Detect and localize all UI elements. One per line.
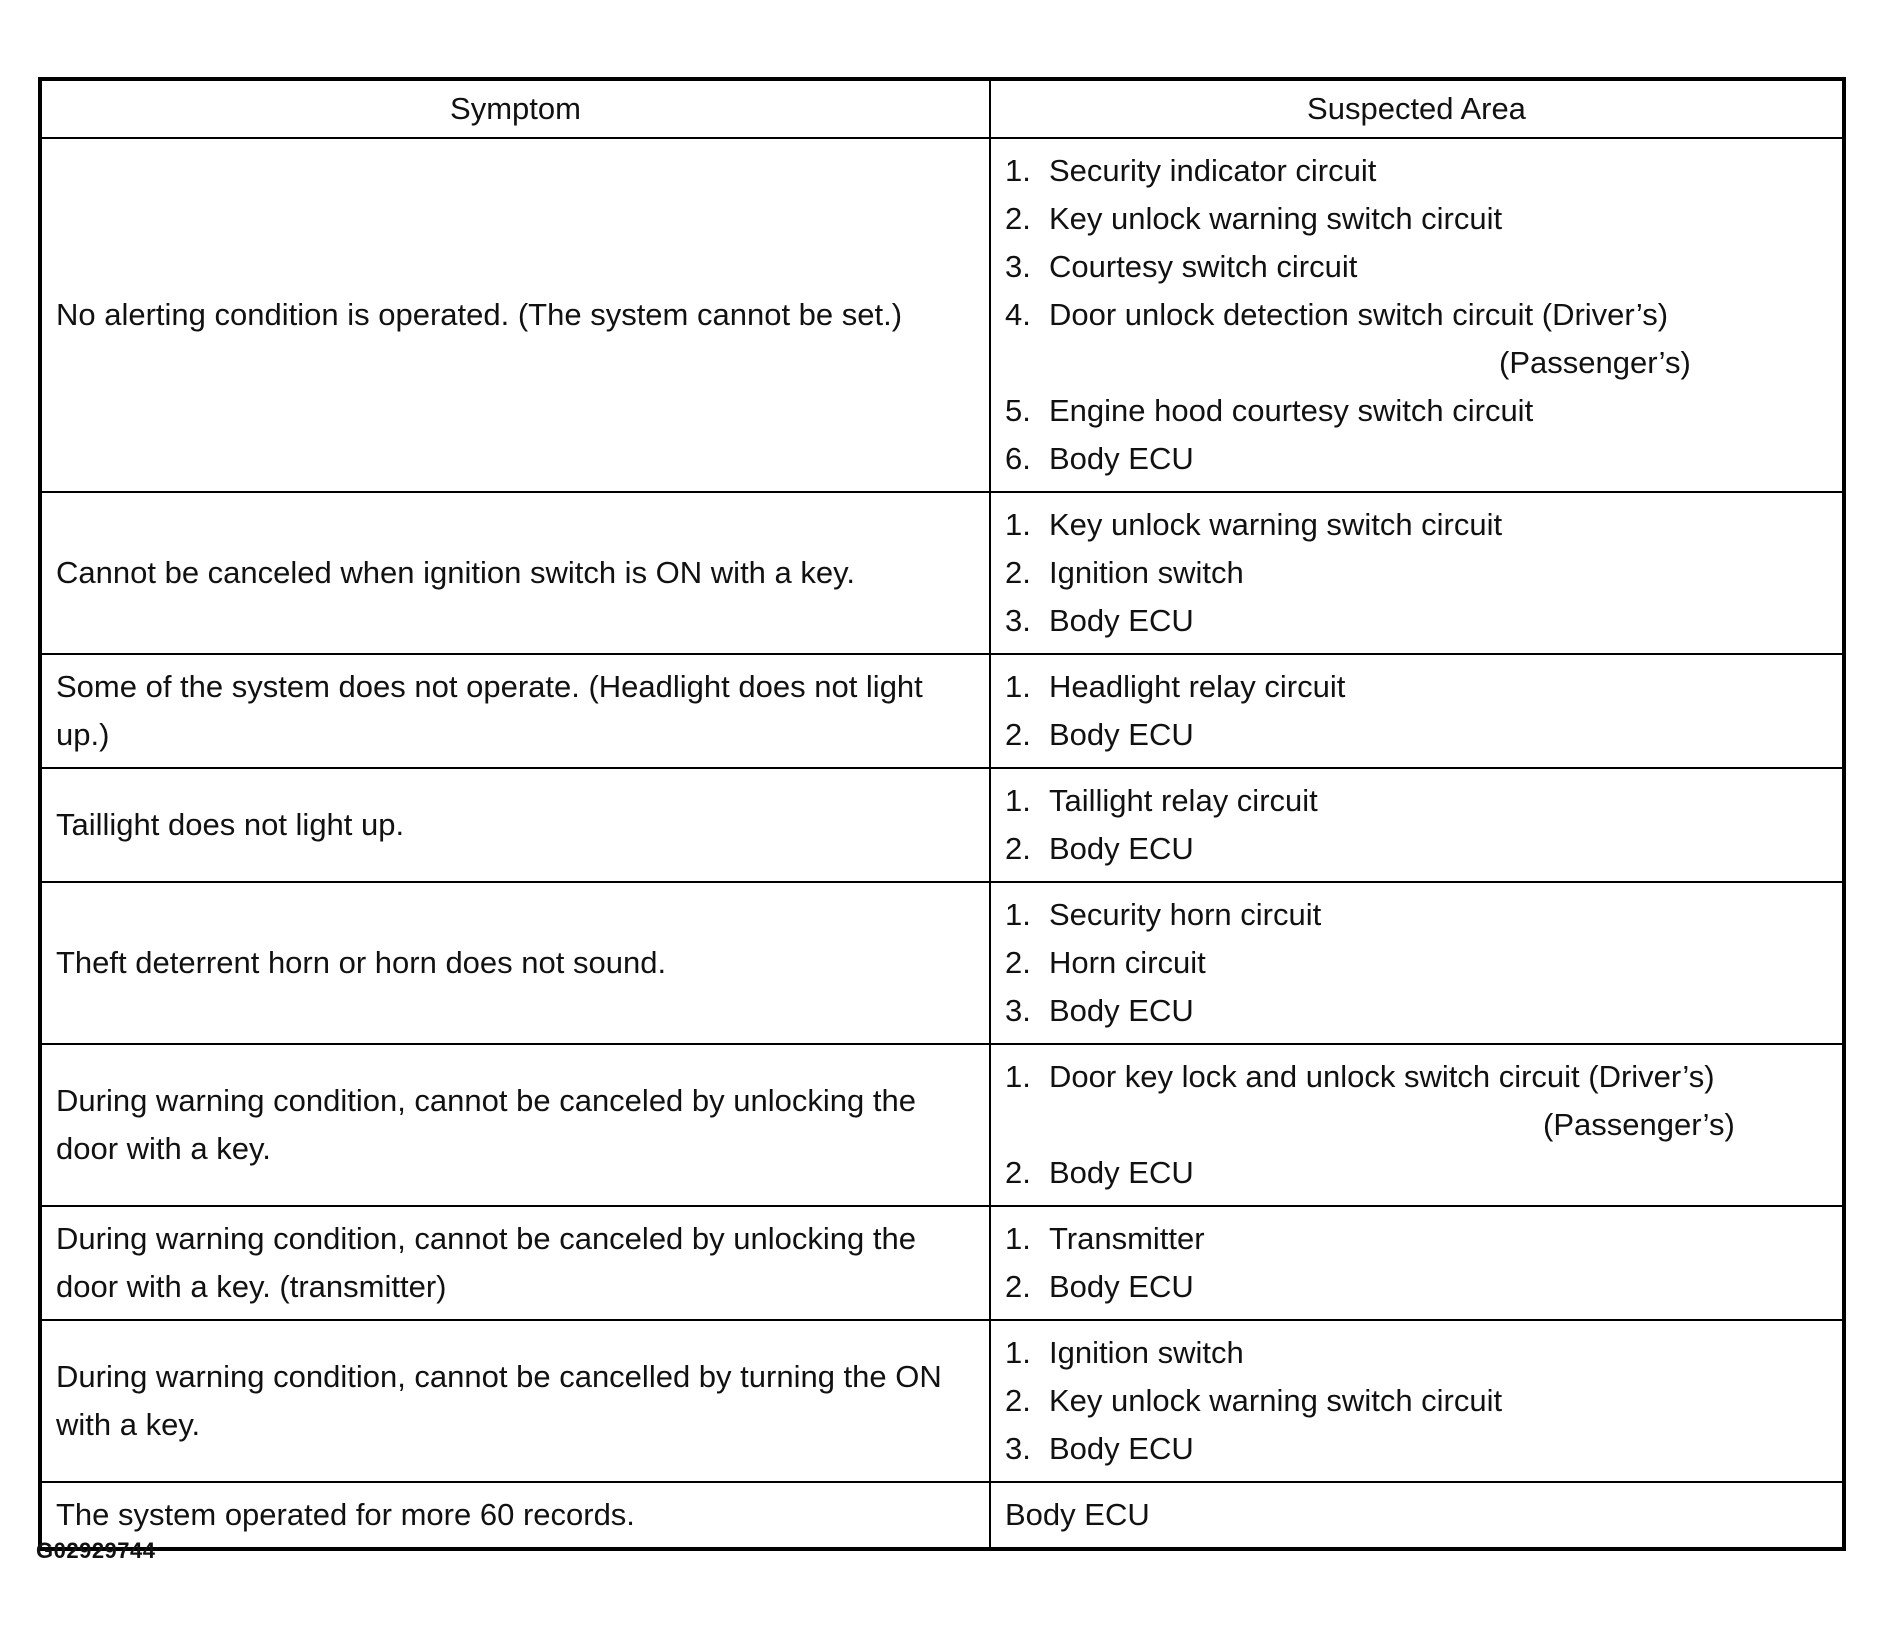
item-number: 6. [1005,441,1031,476]
item-number: 2. [1005,945,1031,980]
symptom-cell: During warning condition, cannot be canceled by unlocking the door with a key. (transmitter) [40,1206,990,1320]
item-text: Engine hood courtesy switch circuit [1049,393,1534,428]
item-text: Key unlock warning switch circuit [1049,1383,1503,1418]
item-number: 1. [1005,783,1031,818]
suspected-area-item [1005,147,1828,195]
symptom-cell: Cannot be canceled when ignition switch is ON with a key. [40,492,990,654]
suspected-area-item [1005,987,1828,1035]
item-text: Body ECU [1049,603,1194,638]
table-header-row [40,79,1844,138]
item-text: Transmitter [1049,1221,1205,1256]
item-text: Courtesy switch circuit [1049,249,1358,284]
symptom-cell: Some of the system does not operate. (Headlight does not light up.) [40,654,990,768]
table-row [40,1320,1844,1482]
suspected-area-cell [990,882,1844,1044]
item-text: Body ECU [1049,993,1194,1028]
item-text: Ignition switch [1049,555,1244,590]
symptom-cell: Theft deterrent horn or horn does not sound. [40,882,990,1044]
suspected-area-item [1005,891,1828,939]
suspected-area-item [1005,243,1828,291]
table-body [40,138,1844,1549]
symptom-cell: During warning condition, cannot be canceled by unlocking the door with a key. [40,1044,990,1206]
suspected-area-item [1005,1215,1828,1263]
suspected-area-item [1005,1377,1828,1425]
item-number: 2. [1005,831,1031,866]
suspected-area-cell [990,492,1844,654]
item-number: 3. [1005,249,1031,284]
item-text: Body ECU [1049,717,1194,752]
item-text: Body ECU [1049,831,1194,866]
suspected-area-cell [990,1206,1844,1320]
item-text: Ignition switch [1049,1335,1244,1370]
suspected-area-item [1005,291,1828,339]
item-continuation: (Passenger’s) [1543,1107,1735,1142]
suspected-area-item [1005,435,1828,483]
suspected-area-cell [990,138,1844,492]
item-text: Body ECU [1049,1155,1194,1190]
item-number: 2. [1005,1383,1031,1418]
item-text: Taillight relay circuit [1049,783,1318,818]
suspected-area-item [1005,711,1828,759]
symptom-cell: During warning condition, cannot be cancelled by turning the ON with a key. [40,1320,990,1482]
item-number: 1. [1005,153,1031,188]
item-number: 5. [1005,393,1031,428]
item-text: Headlight relay circuit [1049,669,1346,704]
item-text: Horn circuit [1049,945,1206,980]
suspected-area-cell [990,768,1844,882]
item-number: 1. [1005,1335,1031,1370]
table-row [40,768,1844,882]
suspected-area-item [1005,195,1828,243]
suspected-area-cell [990,1044,1844,1206]
item-number: 2. [1005,1155,1031,1190]
item-text: Key unlock warning switch circuit [1049,201,1503,236]
suspected-area-item [1005,1263,1828,1311]
suspected-area-item [1005,501,1828,549]
figure-id: G02929744 [36,1538,156,1563]
item-number: 1. [1005,669,1031,704]
item-number: 1. [1005,1059,1031,1094]
table-row [40,1206,1844,1320]
item-text: Body ECU [1049,441,1194,476]
suspected-area-item [1005,825,1828,873]
item-text: Security horn circuit [1049,897,1322,932]
item-number: 3. [1005,603,1031,638]
suspected-area-item [1005,663,1828,711]
table-row [40,1044,1844,1206]
suspected-area-item [1005,777,1828,825]
item-number: 1. [1005,1221,1031,1256]
item-text: Key unlock warning switch circuit [1049,507,1503,542]
suspected-area-item [1005,597,1828,645]
table-row [40,1482,1844,1549]
suspected-area-item [1005,387,1828,435]
table-row [40,654,1844,768]
table-row [40,138,1844,492]
table-row [40,882,1844,1044]
item-number: 2. [1005,1269,1031,1304]
item-text: Door unlock detection switch circuit (Driver’s) [1049,297,1669,332]
item-number: 2. [1005,555,1031,590]
item-number: 3. [1005,993,1031,1028]
suspected-area-cell [990,1320,1844,1482]
header-symptom: Symptom [40,79,990,138]
suspected-area-cell [990,1482,1844,1549]
suspected-area-item [1005,549,1828,597]
suspected-area-item [1005,1149,1828,1197]
header-suspected-area: Suspected Area [990,79,1844,138]
item-number: 1. [1005,507,1031,542]
suspected-area-item: Body ECU [1005,1497,1150,1532]
suspected-area-item [1005,1329,1828,1377]
symptom-cell: No alerting condition is operated. (The system cannot be set.) [40,138,990,492]
suspected-area-item [1005,939,1828,987]
suspected-area-cell [990,654,1844,768]
table-row [40,492,1844,654]
suspected-area-item [1005,1053,1828,1101]
item-number: 2. [1005,717,1031,752]
item-continuation: (Passenger’s) [1499,345,1691,380]
symptom-cell: The system operated for more 60 records. [40,1482,990,1549]
trouble-table [38,77,1846,1551]
item-text: Security indicator circuit [1049,153,1377,188]
item-number: 3. [1005,1431,1031,1466]
item-number: 2. [1005,201,1031,236]
item-number: 4. [1005,297,1031,332]
suspected-area-item [1005,1425,1828,1473]
item-text: Door key lock and unlock switch circuit (Driver’s) [1049,1059,1715,1094]
item-text: Body ECU [1049,1269,1194,1304]
item-text: Body ECU [1049,1431,1194,1466]
item-number: 1. [1005,897,1031,932]
symptom-cell: Taillight does not light up. [40,768,990,882]
